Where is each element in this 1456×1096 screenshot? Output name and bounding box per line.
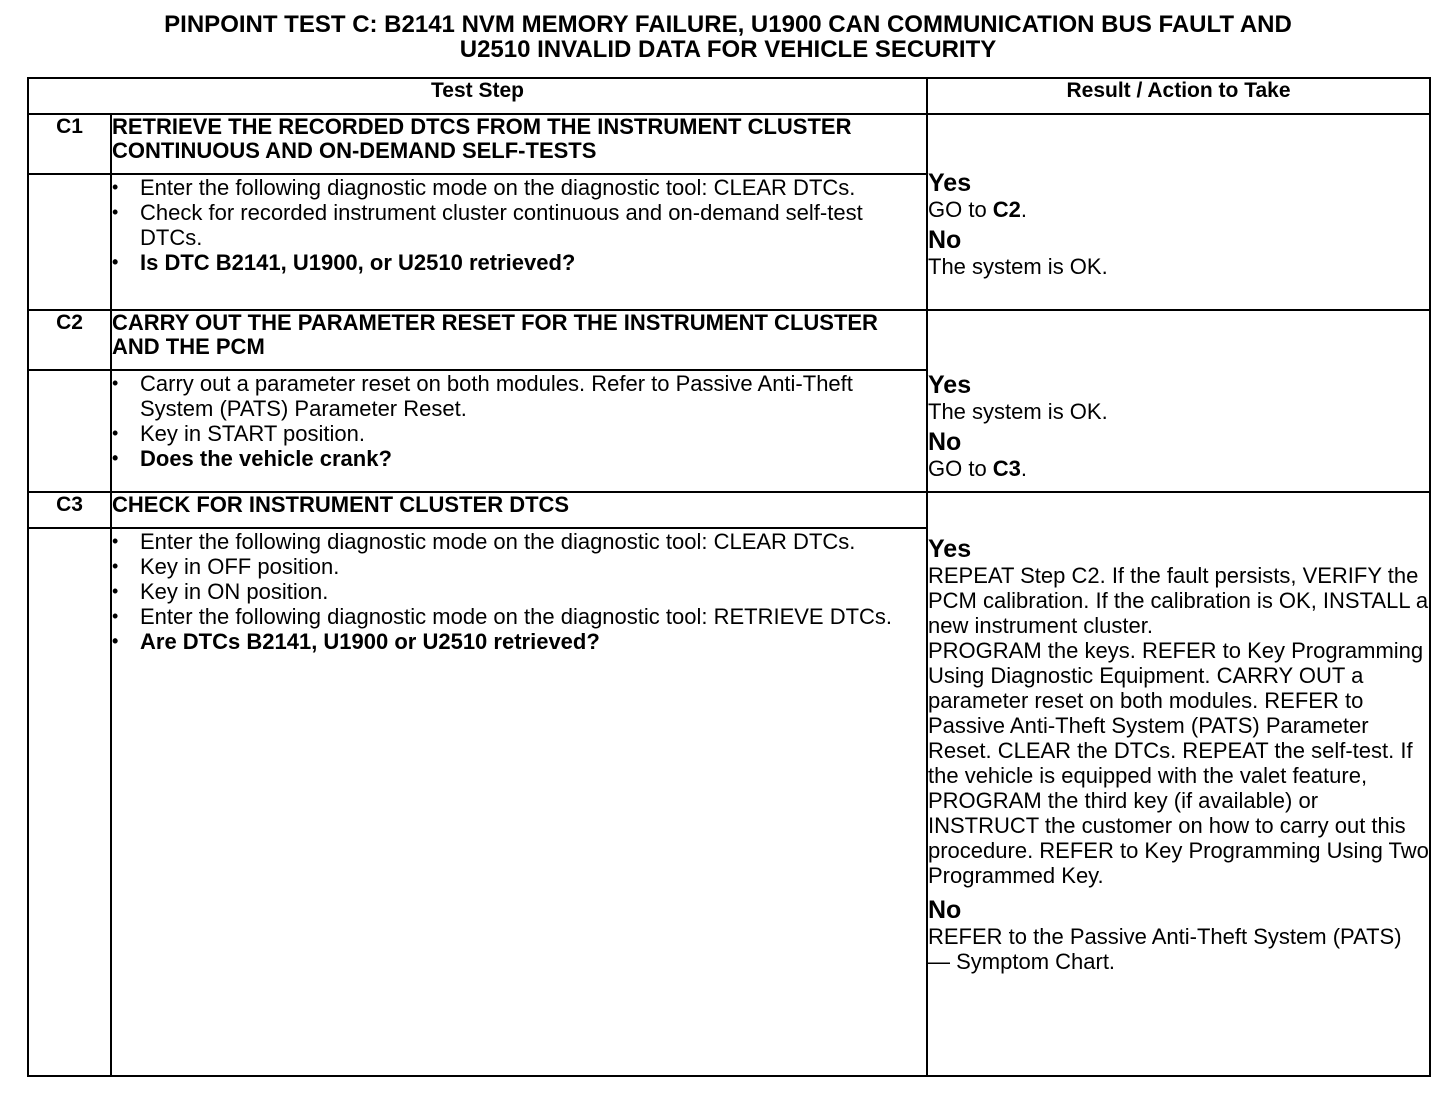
step-id-spacer: [28, 174, 111, 310]
instruction-item: • Enter the following diagnostic mode on the diagnostic tool: CLEAR DTCs.: [112, 529, 926, 554]
yes-label: Yes: [928, 371, 972, 399]
step-heading: CARRY OUT THE PARAMETER RESET FOR THE INSTRUMENT CLUSTER AND THE PCM: [111, 310, 927, 370]
no-label: No: [928, 428, 962, 456]
step-instructions: [112, 371, 926, 471]
instruction-item: • Enter the following diagnostic mode on the diagnostic tool: CLEAR DTCs.: [112, 175, 926, 200]
step-body: [111, 528, 927, 1076]
instruction-item: • Enter the following diagnostic mode on the diagnostic tool: RETRIEVE DTCs.: [112, 604, 926, 629]
step-body: [111, 174, 927, 310]
step-instructions: [112, 529, 926, 654]
step-id: C1: [28, 114, 111, 174]
title-line-1: PINPOINT TEST C: B2141 NVM MEMORY FAILURE, U1900 CAN COMMUNICATION BUS FAULT AND: [164, 11, 1292, 38]
step-id: C2: [28, 310, 111, 370]
yes-label: Yes: [928, 169, 972, 197]
document-title: [0, 12, 1456, 62]
yes-action: REPEAT Step C2. If the fault persists, VERIFY the PCM calibration. If the calibration is OK, INSTALL a new instrument cluster.: [928, 563, 1429, 638]
yes-action-end: .: [1020, 197, 1028, 222]
instruction-item: • Key in OFF position.: [112, 554, 926, 579]
step-id-spacer: [28, 528, 111, 1076]
step-heading: RETRIEVE THE RECORDED DTCS FROM THE INSTRUMENT CLUSTER CONTINUOUS AND ON-DEMAND SELF-TESTS: [111, 114, 927, 174]
no-label: No: [928, 896, 962, 924]
title-line-2: U2510 INVALID DATA FOR VEHICLE SECURITY: [459, 36, 997, 63]
step-id: C3: [28, 492, 111, 528]
instruction-question: • Is DTC B2141, U1900, or U2510 retrieved?: [112, 250, 926, 275]
instruction-question: • Are DTCs B2141, U1900 or U2510 retrieved?: [112, 629, 926, 654]
no-action-end: .: [1020, 456, 1028, 481]
no-action: REFER to the Passive Anti-Theft System (PATS) — Symptom Chart.: [928, 924, 1402, 974]
step-c2-heading-row: [28, 310, 1430, 370]
yes-action: [928, 197, 1429, 222]
step-id-spacer: [28, 370, 111, 492]
header-row: [28, 78, 1430, 114]
header-result: Result / Action to Take: [927, 78, 1430, 114]
step-body: [111, 370, 927, 492]
no-action: The system is OK.: [928, 254, 1108, 279]
step-c3-result: [927, 492, 1430, 1076]
yes-action-continued: PROGRAM the keys. REFER to Key Programming Using Diagnostic Equipment. CARRY OUT a parameter reset on both modules. REFER to Passive Anti-Theft System (PATS) Parameter Reset. CLEAR the DTCs. REPEAT the self-test. If the vehicle is equipped with the valet feature, PROGRAM the third key (if available) or INSTRUCT the customer on how to carry out this procedure. REFER to Key Programming Using Two Programmed Key.: [928, 638, 1429, 888]
yes-label: Yes: [928, 535, 972, 563]
step-c1-result: [927, 114, 1430, 310]
step-reference-link[interactable]: C3: [992, 456, 1021, 481]
step-reference-link[interactable]: C2: [992, 197, 1021, 222]
instruction-item: • Carry out a parameter reset on both modules. Refer to Passive Anti-Theft System (PATS) Parameter Reset.: [112, 371, 926, 421]
header-test-step: Test Step: [28, 78, 927, 114]
no-action: [928, 456, 1429, 481]
instruction-question: • Does the vehicle crank?: [112, 446, 926, 471]
step-c1-heading-row: [28, 114, 1430, 174]
step-c2-result: [927, 310, 1430, 492]
no-action-text: GO to: [928, 456, 993, 481]
instruction-item: • Key in START position.: [112, 421, 926, 446]
step-heading: CHECK FOR INSTRUMENT CLUSTER DTCS: [111, 492, 927, 528]
yes-action: The system is OK.: [928, 399, 1108, 424]
instruction-item: • Key in ON position.: [112, 579, 926, 604]
no-label: No: [928, 226, 962, 254]
step-instructions: [112, 175, 926, 275]
pinpoint-test-table: [27, 77, 1431, 1077]
yes-action-text: GO to: [928, 197, 993, 222]
step-c3-heading-row: [28, 492, 1430, 528]
instruction-item: • Check for recorded instrument cluster continuous and on-demand self-test DTCs.: [112, 200, 926, 250]
